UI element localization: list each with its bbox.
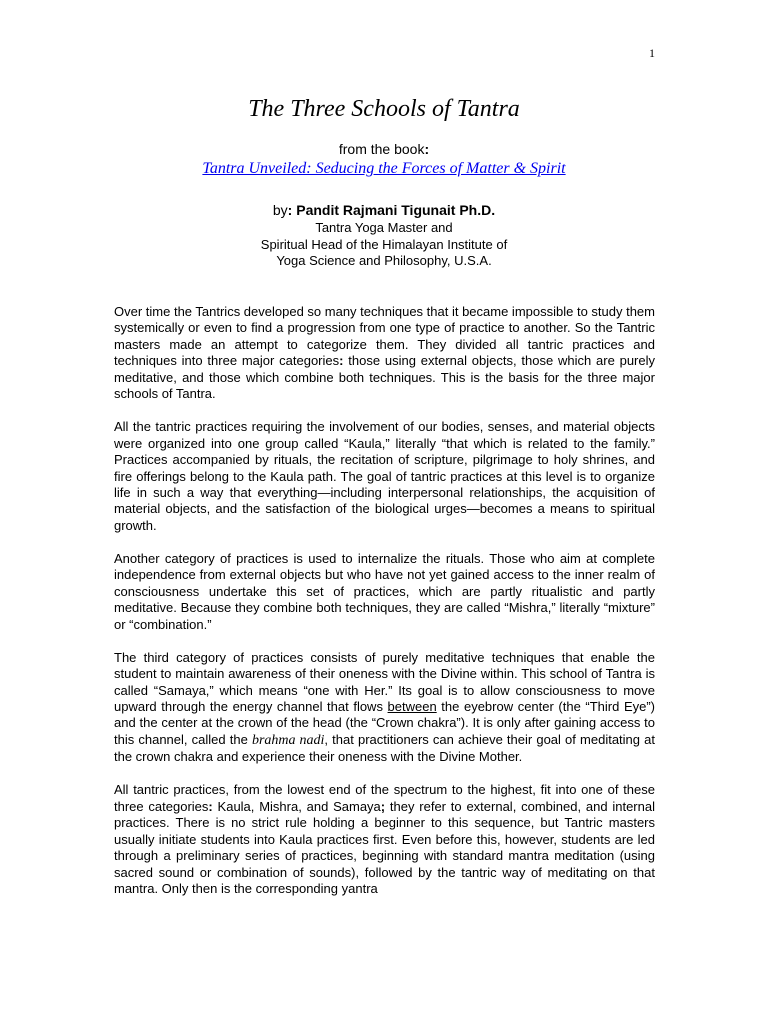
paragraph-5 <box>114 782 655 897</box>
p4-text-a: The third category of practices consists of purely meditative techniques that enable the student to maintain awareness of their oneness with the Divine within. This school of Tantra is called “Samaya,” which means “one with Her.” Its goal is to allow consciousness to move upward through the energy channel that flows <box>114 649 655 715</box>
paragraph-3: Another category of practices is used to internalize the rituals. Those who aim at complete independence from external objects but who have not yet gained access to the inner realm of consciousness undertake this set of practices, which are partly ritualistic and partly meditative. Because they combine both techniques, they are called “Mishra,” literally “mixture” or “combination.” <box>114 550 655 632</box>
byline-colon: : <box>287 202 293 218</box>
p5-text-b: Kaula, Mishra, and Samaya <box>212 798 381 814</box>
article-body <box>114 304 655 914</box>
p5-semicolon: ; <box>380 798 386 814</box>
byline <box>0 201 768 219</box>
from-book-line <box>0 140 768 158</box>
book-title-link[interactable]: Tantra Unveiled: Seducing the Forces of Matter & Spirit <box>202 160 566 177</box>
author-affiliation-line-2: Spiritual Head of the Himalayan Institute of <box>260 237 508 252</box>
p5-text-a: All tantric practices, from the lowest end of the spectrum to the highest, fit into one of these three categories <box>114 782 655 814</box>
byline-prefix: by <box>272 202 288 218</box>
author-affiliation-line-3: Yoga Science and Philosophy, U.S.A. <box>276 253 492 268</box>
page-title: The Three Schools of Tantra <box>248 96 520 122</box>
from-book-prefix: from the book <box>338 141 425 157</box>
p1-text-b: those using external objects, those which are purely meditative, and those which combine both techniques. This is the basis for the three major schools of Tantra. <box>114 353 656 402</box>
page-number: 1 <box>649 46 655 60</box>
paragraph-2: All the tantric practices requiring the involvement of our bodies, senses, and material objects were organized into one group called “Kaula,” literally “that which is related to the family.” Practices accompanied by rituals, the recitation of scripture, pilgrimage to holy shrines, and fire offerings belong to the Kaula path. The goal of tantric practices at this level is to organize life in such a way that everything—including interpersonal relationships, the acquisition of material objects, and the satisfaction of the biological urges—becomes a means to spiritual growth. <box>114 419 655 533</box>
p1-colon: : <box>339 353 344 369</box>
p4-italic-term: brahma nadi <box>251 732 325 748</box>
from-book-colon: : <box>424 141 430 157</box>
p4-text-c: , that practitioners can achieve their goal of meditating at the crown chakra and experience their oneness with the Divine Mother. <box>114 731 655 765</box>
p5-text-c: they refer to external, combined, and internal practices. There is no strict rule holding a beginner to this sequence, but Tantric masters usually initiate students into Kaula practices first. Even before this, however, students are led through a preliminary series of practices, beginning with standard mantra meditation (using sacred sound or combination of sounds), followed by the tantric way of meditating on that mantra. Only then is the corresponding yantra <box>114 798 655 897</box>
author-name: Pandit Rajmani Tigunait Ph.D. <box>296 202 496 218</box>
p4-underlined-word: between <box>387 699 437 715</box>
p5-colon: : <box>208 798 213 814</box>
p4-text-b: the eyebrow center (the “Third Eye”) and the center at the crown of the head (the “Crown chakra”). It is only after gaining access to this channel, called the <box>114 699 656 747</box>
p1-text-a: Over time the Tantrics developed so many techniques that it became impossible to study them systemically or even to find a progression from one type of practice to another. So the Tantric masters made an attempt to categorize them. They divided all tantric practices and techniques into three major categories <box>114 304 655 369</box>
book-title-line <box>0 159 768 179</box>
paragraph-4 <box>114 650 655 766</box>
author-affiliation-line-1: Tantra Yoga Master and <box>315 220 453 235</box>
paragraph-1 <box>114 304 655 403</box>
